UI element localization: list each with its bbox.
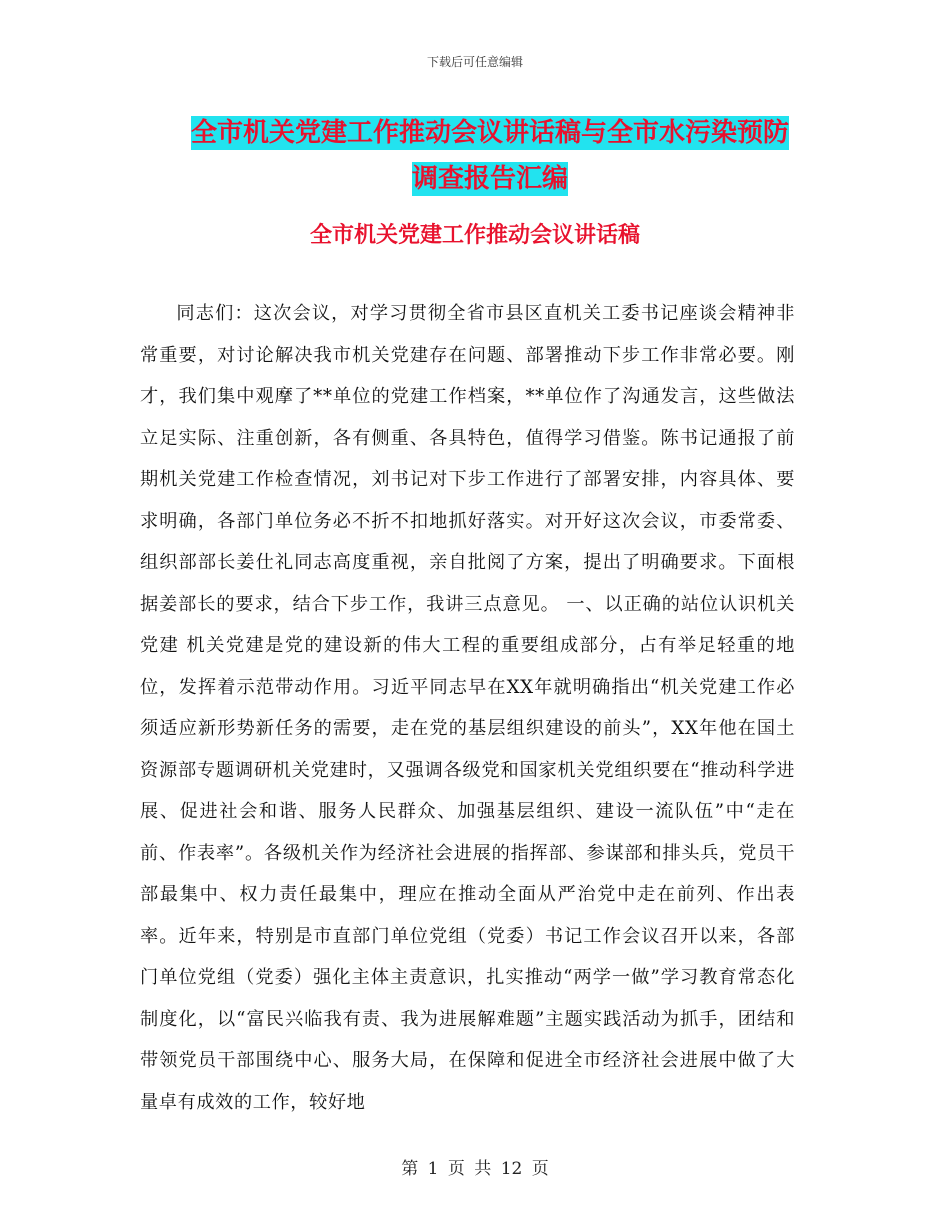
document-title-line-1: 全市机关党建工作推动会议讲话稿与全市水污染预防 xyxy=(190,118,789,148)
body-paragraph: 同志们：这次会议，对学习贯彻全省市县区直机关工委书记座谈会精神非常重要，对讨论解决我市机关党建存在问题、部署推动下步工作非常必要。刚才，我们集中观摩了**单位的党建工作档案，**单位作了沟通发言，这些做法立足实际、注重创新，各有侧重、各具特色，值得学习借鉴。陈书记通报了前期机关党建工作检查情况，刘书记对下步工作进行了部署安排，内容具体、要求明确，各部门单位务必不折不扣地抓好落实。对开好这次会议，市委常委、组织部部长姜仕礼同志高度重视，亲自批阅了方案，提出了明确要求。下面根据姜部长的要求，结合下步工作，我讲三点意见。 一、以正确的站位认识机关党建 机关党建是党的建设新的伟大工程的重要组成部分，占有举足轻重的地位，发挥着示范带动作用。习近平同志早在XX年就明确指出“机关党建工作必须适应新形势新任务的需要，走在党的基层组织建设的前头”，XX年他在国土资源部专题调研机关党建时，又强调各级党和国家机关党组织要在“推动科学进展、促进社会和谐、服务人民群众、加强基层组织、建设一流队伍”中“走在前、作表率”。各级机关作为经济社会进展的指挥部、参谋部和排头兵，党员干部最集中、权力责任最集中，理应在推动全面从严治党中走在前列、作出表率。近年来，特别是市直部门单位党组（党委）书记工作会议召开以来，各部门单位党组（党委）强化主体主责意识，扎实推动“两学一做”学习教育常态化制度化，以“富民兴临我有责、我为进展解难题”主题实践活动为抓手，团结和带领党员干部围绕中心、服务大局，在保障和促进全市经济社会进展中做了大量卓有成效的工作，较好地 xyxy=(140,303,795,1113)
header-note: 下载后可任意编辑 xyxy=(426,55,523,69)
document-title-line-2: 调查报告汇编 xyxy=(411,164,568,194)
document-title xyxy=(140,110,840,202)
section-title: 全市机关党建工作推动会议讲话稿 xyxy=(309,223,640,248)
page-number: 第 1 页 共 12 页 xyxy=(401,1159,549,1179)
